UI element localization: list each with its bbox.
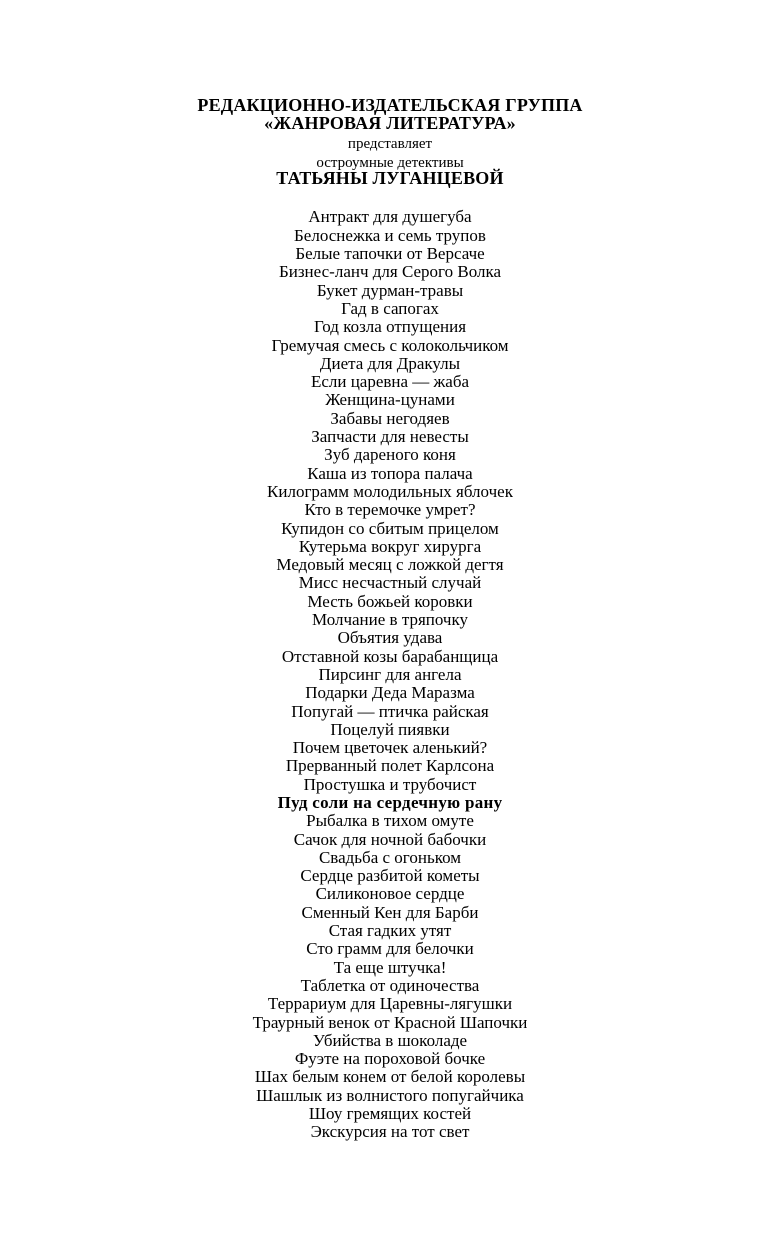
book-title: Если царевна — жаба: [310, 372, 470, 392]
book-title: Пирсинг для ангела: [318, 664, 462, 684]
book-title: Стая гадких утят: [328, 921, 452, 941]
book-title: Экскурсия на тот свет: [310, 1122, 470, 1142]
book-title: Та еще штучка!: [333, 957, 447, 977]
book-title: Мисс несчастный случай: [298, 573, 482, 593]
book-title: Траурный венок от Красной Шапочки: [252, 1012, 528, 1032]
book-title: Белоснежка и семь трупов: [294, 225, 486, 245]
book-title: Поцелуй пиявки: [330, 719, 450, 739]
book-title: Женщина-цунами: [325, 390, 455, 410]
book-title: Гад в сапогах: [341, 298, 439, 318]
book-title: Попугай — птичка райская: [291, 701, 489, 721]
author-name: ТАТЬЯНЫ ЛУГАНЦЕВОЙ: [276, 168, 504, 189]
book-title: Каша из топора палача: [307, 463, 473, 483]
book-title: Кутерьма вокруг хирурга: [298, 536, 482, 556]
book-title: Сто грамм для белочки: [306, 939, 474, 959]
book-title: Шоу гремящих костей: [308, 1104, 472, 1124]
presents-text: представляет: [347, 135, 433, 152]
book-title: Сачок для ночной бабочки: [293, 829, 487, 849]
series-name: «ЖАНРОВАЯ ЛИТЕРАТУРА»: [264, 113, 516, 134]
book-title: Сердце разбитой кометы: [300, 866, 480, 886]
book-title: Кто в теремочке умрет?: [304, 500, 476, 520]
book-title: Сменный Кен для Барби: [301, 902, 479, 922]
book-title: Убийства в шоколаде: [312, 1030, 468, 1050]
publisher-group-name: РЕДАКЦИОННО-ИЗДАТЕЛЬСКАЯ ГРУППА: [197, 95, 583, 115]
book-title: Килограмм молодильных яблочек: [267, 481, 513, 501]
book-title: Пуд соли на сердечную рану: [277, 792, 503, 812]
book-title: Объятия удава: [337, 628, 443, 648]
book-title: Шашлык из волнистого попугайчика: [256, 1085, 524, 1105]
book-title: Силиконовое сердце: [315, 884, 465, 904]
genre-tagline: остроумные детективы: [316, 154, 464, 171]
book-title: Почем цветочек аленький?: [292, 738, 488, 758]
book-title: Диета для Дракулы: [319, 353, 461, 373]
book-title: Купидон со сбитым прицелом: [281, 518, 499, 538]
book-title: Отставной козы барабанщица: [281, 646, 499, 666]
book-title: Террариум для Царевны-лягушки: [267, 994, 513, 1014]
book-title: Рыбалка в тихом омуте: [306, 811, 474, 831]
book-title: Подарки Деда Маразма: [305, 683, 475, 703]
book-title: Свадьба с огоньком: [318, 847, 462, 867]
book-title: Год козла отпущения: [313, 317, 467, 337]
book-title: Молчание в тряпочку: [312, 610, 468, 630]
book-title: Шах белым конем от белой королевы: [254, 1067, 526, 1087]
publisher-header: [12, 96, 768, 187]
book-title: Антракт для душегуба: [308, 207, 472, 227]
book-title: Простушка и трубочист: [303, 774, 477, 794]
book-title: Фуэте на пороховой бочке: [294, 1049, 486, 1069]
book-title: Забавы негодяев: [330, 408, 450, 428]
book-title: Букет дурман-травы: [316, 280, 464, 300]
book-title: Гремучая смесь с колокольчиком: [271, 335, 509, 355]
book-title: Прерванный полет Карлсона: [285, 756, 495, 776]
book-title: Медовый месяц с ложкой дегтя: [276, 555, 504, 575]
book-title: Белые тапочки от Версаче: [295, 244, 485, 264]
book-title: Запчасти для невесты: [311, 427, 469, 447]
book-title: Таблетка от одиночества: [300, 975, 480, 995]
book-title: Месть божьей коровки: [307, 591, 473, 611]
book-title: Зуб дареного коня: [324, 445, 456, 465]
book-title: Бизнес-ланч для Серого Волка: [278, 262, 501, 282]
book-title-list: [12, 208, 768, 1141]
